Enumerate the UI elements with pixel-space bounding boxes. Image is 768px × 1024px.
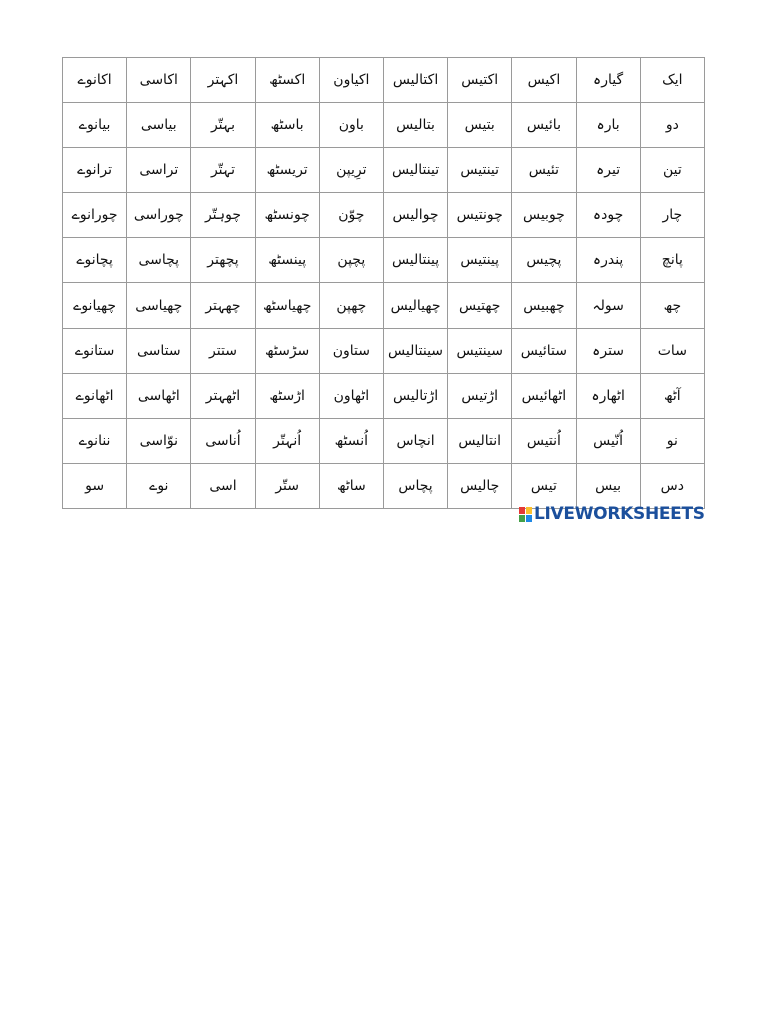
table-cell: اُنہتّر	[255, 418, 319, 463]
table-cell: چھہتر	[191, 283, 255, 328]
table-cell: اڑتالیس	[383, 373, 447, 418]
table-cell: اکتالیس	[383, 58, 447, 103]
table-cell: چوراسی	[127, 193, 191, 238]
liveworksheets-logo	[519, 504, 705, 524]
table-cell: دس	[640, 463, 704, 508]
table-cell: بارہ	[576, 103, 640, 148]
table-cell: ایک	[640, 58, 704, 103]
table-cell: تئیس	[512, 148, 576, 193]
table-cell: چونتیس	[448, 193, 512, 238]
table-cell: پینتیس	[448, 238, 512, 283]
table-cell: گیارہ	[576, 58, 640, 103]
table-row	[63, 148, 705, 193]
table-cell: اُناسی	[191, 418, 255, 463]
table-cell: ننانوے	[63, 418, 127, 463]
table-cell: تین	[640, 148, 704, 193]
table-cell: اٹھارہ	[576, 373, 640, 418]
table-cell: نوّاسی	[127, 418, 191, 463]
table-cell: پچانوے	[63, 238, 127, 283]
table-cell: باون	[319, 103, 383, 148]
table-cell: بیاسی	[127, 103, 191, 148]
table-cell: نو	[640, 418, 704, 463]
table-cell: چھیاسٹھ	[255, 283, 319, 328]
table-cell: اٹھاون	[319, 373, 383, 418]
table-cell: اکسٹھ	[255, 58, 319, 103]
table-cell: پچیس	[512, 238, 576, 283]
table-cell: اکاسی	[127, 58, 191, 103]
table-cell: اٹھائیس	[512, 373, 576, 418]
table-row	[63, 463, 705, 508]
table-cell: تہتّر	[191, 148, 255, 193]
table-cell: ستاون	[319, 328, 383, 373]
table-cell: اڑتیس	[448, 373, 512, 418]
table-cell: پچاس	[383, 463, 447, 508]
table-cell: سینتیس	[448, 328, 512, 373]
table-cell: باسٹھ	[255, 103, 319, 148]
table-cell: چھبیس	[512, 283, 576, 328]
table-cell: اٹھاسی	[127, 373, 191, 418]
table-cell: سولہ	[576, 283, 640, 328]
table-cell: تینتالیس	[383, 148, 447, 193]
table-cell: اُنتیس	[512, 418, 576, 463]
table-row	[63, 328, 705, 373]
table-cell: ساٹھ	[319, 463, 383, 508]
table-row	[63, 283, 705, 328]
table-cell: اٹھہتر	[191, 373, 255, 418]
table-cell: سترہ	[576, 328, 640, 373]
table-cell: پینسٹھ	[255, 238, 319, 283]
table-cell: چورانوے	[63, 193, 127, 238]
table-cell: تینتیس	[448, 148, 512, 193]
table-row	[63, 373, 705, 418]
table-cell: سینتالیس	[383, 328, 447, 373]
urdu-numbers-table	[62, 57, 705, 509]
table-cell: بائیس	[512, 103, 576, 148]
table-cell: بتیس	[448, 103, 512, 148]
table-cell: انچاس	[383, 418, 447, 463]
table-cell: چھیالیس	[383, 283, 447, 328]
table-cell: ستتر	[191, 328, 255, 373]
table-cell: چوہتّر	[191, 193, 255, 238]
table-cell: چھ	[640, 283, 704, 328]
table-row	[63, 193, 705, 238]
table-cell: چونسٹھ	[255, 193, 319, 238]
table-row	[63, 238, 705, 283]
table-cell: چوبیس	[512, 193, 576, 238]
table-cell: چھیاسی	[127, 283, 191, 328]
table-cell: چالیس	[448, 463, 512, 508]
table-cell: ستّر	[255, 463, 319, 508]
table-cell: اڑسٹھ	[255, 373, 319, 418]
table-cell: پچھتر	[191, 238, 255, 283]
table-cell: تراسی	[127, 148, 191, 193]
table-cell: اکیاون	[319, 58, 383, 103]
table-cell: پچپن	[319, 238, 383, 283]
table-cell: سو	[63, 463, 127, 508]
table-row	[63, 58, 705, 103]
table-cell: سڑسٹھ	[255, 328, 319, 373]
table-cell: پندرہ	[576, 238, 640, 283]
table-cell: چھپن	[319, 283, 383, 328]
table-cell: پچاسی	[127, 238, 191, 283]
table-cell: اسی	[191, 463, 255, 508]
table-cell: ترِیپن	[319, 148, 383, 193]
table-cell: انتالیس	[448, 418, 512, 463]
table-row	[63, 103, 705, 148]
table-cell: چوالیس	[383, 193, 447, 238]
table-cell: اکہتر	[191, 58, 255, 103]
table-cell: اکیس	[512, 58, 576, 103]
table-cell: چودہ	[576, 193, 640, 238]
table-cell: اُنسٹھ	[319, 418, 383, 463]
logo-text: LIVEWORKSHEETS	[534, 503, 705, 524]
table-cell: تیرہ	[576, 148, 640, 193]
table-cell: دو	[640, 103, 704, 148]
table-cell: آٹھ	[640, 373, 704, 418]
table-cell: ستاسی	[127, 328, 191, 373]
table-cell: بتالیس	[383, 103, 447, 148]
table-cell: اکتیس	[448, 58, 512, 103]
table-cell: اٹھانوے	[63, 373, 127, 418]
table-row	[63, 418, 705, 463]
table-cell: چھتیس	[448, 283, 512, 328]
table-cell: بہتّر	[191, 103, 255, 148]
table-cell: ترانوے	[63, 148, 127, 193]
table-cell: چھیانوے	[63, 283, 127, 328]
table-cell: اُنّیس	[576, 418, 640, 463]
table-cell: پینتالیس	[383, 238, 447, 283]
liveworksheets-logo-icon	[519, 507, 532, 522]
table-cell: ستانوے	[63, 328, 127, 373]
table-cell: پانچ	[640, 238, 704, 283]
table-cell: تریسٹھ	[255, 148, 319, 193]
table-cell: ستائیس	[512, 328, 576, 373]
table-cell: چار	[640, 193, 704, 238]
table-cell: چوّن	[319, 193, 383, 238]
table-cell: نوے	[127, 463, 191, 508]
table-cell: تیس	[512, 463, 576, 508]
table-cell: اکانوے	[63, 58, 127, 103]
table-cell: سات	[640, 328, 704, 373]
table-cell: بیانوے	[63, 103, 127, 148]
table-cell: بیس	[576, 463, 640, 508]
